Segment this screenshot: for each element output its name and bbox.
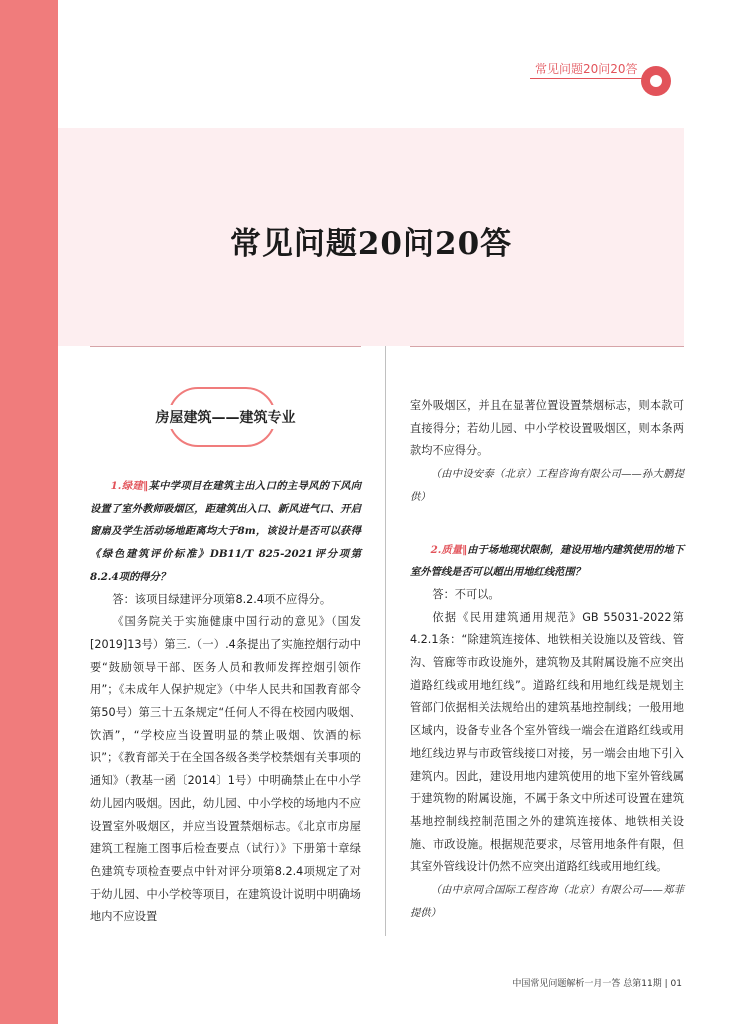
page-title: 常见问题20问20答 [229,226,513,262]
question-1-category: 绿建 [121,480,143,492]
footer-journal: 中国常见问题解析一月一答 [512,979,621,989]
answer-1-body-continued: 室外吸烟区，并且在显著位置设置禁烟标志，则本款可直接得分；若幼儿园、中小学校设置吸烟区，则本条两款均不应得分。 [410,399,684,458]
answer-2-body: 依据《民用建筑通用规范》GB 55031-2022第4.2.1条：“除建筑连接体、地铁相关设施以及管线、管沟、管廊等市政设施外，建筑物及其附属设施不应突出道路红线或用地红线”。道路红线和用地红线是规划主管部门依据相关法规给出的建筑基地控制线；一般用地区域内，设备专业各个室外管线一端会在道路红线或用地红线边界与市政管线接口对接，另一端会由地下引入建筑内。因此，建设用地内建筑使用的地下室外管线属于建筑物的附属设施，不属于条文中所述可设置在建筑基地控制线控制范围之外的建筑连接体、地铁相关设施、市政设施。根据规范要求，尽管用地条件有限，但其室外管线设计仍然不应突出道路红线或用地红线。 [410,610,684,874]
running-header-rule [530,78,645,79]
question-2-text: 由于场地现状限制，建设用地内建筑使用的地下室外管线是否可以超出用地红线范围？ [410,543,685,579]
footer-issue: 总第11期 [623,979,662,989]
footer-page-number: 01 [670,979,682,989]
question-1 [90,475,361,589]
right-column [410,346,684,924]
left-column [90,346,361,929]
page-footer [0,976,682,989]
running-header: 常见问题20问20答 [535,62,638,76]
answer-1: 答：该项目绿建评分项第8.2.4项不应得分。 [112,592,332,606]
question-1-text: 某中学项目在建筑主出入口的主导风的下风向设置了室外教师吸烟区，距建筑出入口、新风进气口、开启窗扇及学生活动场地距离均大于8m，该设计是否可以获得《绿色建筑评价标准》DB11/T 825-2021评分项第8.2.4项的得分？ [90,480,362,583]
answer-1-body: 《国务院关于实施健康中国行动的意见》（国发[2019]13号）第三.（一）.4条提出了实施控烟行动中要“鼓励领导干部、医务人员和教师发挥控烟引领作用”；《未成年人保护规定》（中华人民共和国教育部令第50号）第三十五条规定“任何人不得在校园内吸烟、饮酒”，“学校应当设置明显的禁止吸烟、饮酒的标识”；《教育部关于在全国各级各类学校禁烟有关事项的通知》（教基一函〔2014〕1号）中明确禁止在中小学幼儿园内吸烟。因此，幼儿园、中小学校的场地内不应设置室外吸烟区，并应当设置禁烟标志。《北京市房屋建筑工程施工图事后检查要点（试行）》下册第十章绿色建筑专项检查要点中针对评分项第8.2.4项规定了对于幼儿园、中小学校等项目，在建筑设计说明中明确场地内不应设置 [90,615,361,924]
section-heading [90,387,361,467]
question-1-number: 1. [110,480,122,492]
answer-1-credit: （由中设安泰（北京）工程咨询有限公司——孙大鹏提供） [410,468,684,503]
answer-2-credit: （由中京同合国际工程咨询（北京）有限公司——郑菲提供） [410,884,684,919]
footer-separator: | [664,979,668,989]
side-color-bar [0,0,58,1024]
answer-2: 答：不可以。 [432,587,500,601]
question-2-separator: ‖ [462,543,468,556]
column-divider [385,346,386,936]
left-column-rule [90,346,361,347]
title-band [58,128,684,346]
question-2-number: 2. [430,543,442,556]
question-2-category: 质量 [441,543,463,556]
section-title: 房屋建筑——建筑专业 [155,410,296,426]
question-2 [410,539,684,584]
right-column-rule [410,346,684,347]
question-1-separator: ‖ [142,480,149,492]
header-ring-icon [641,66,671,96]
